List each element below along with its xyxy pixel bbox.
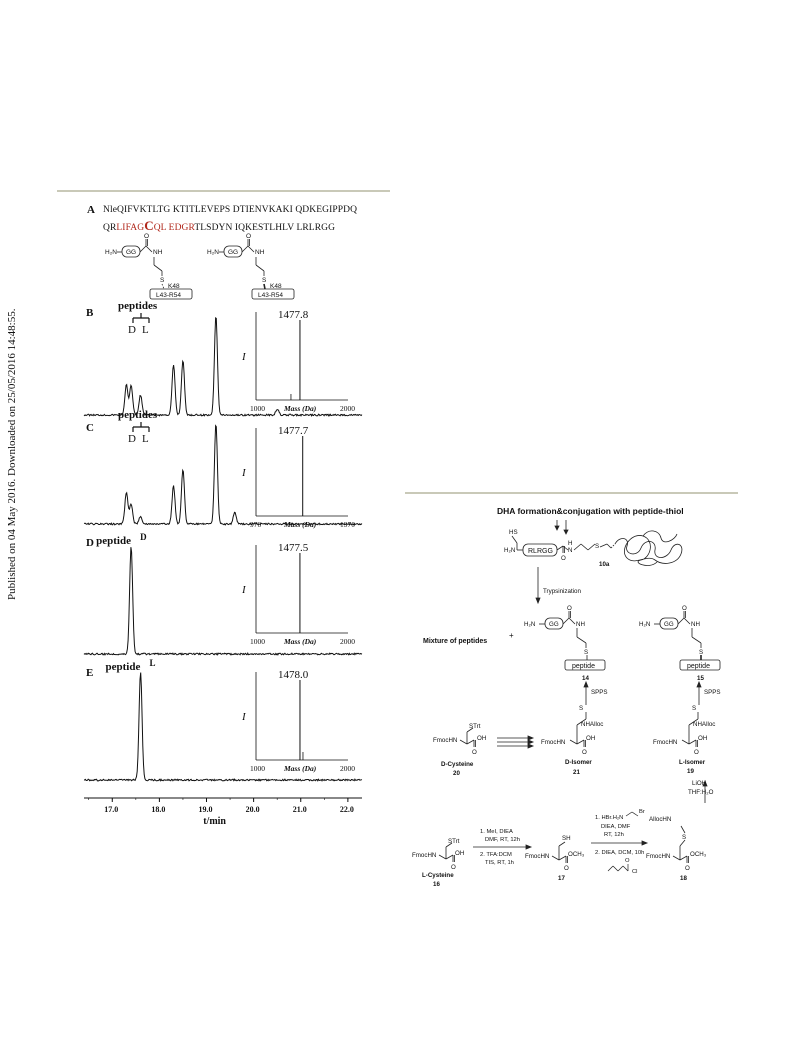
sequence-line-1: NleQIFVKTLTG KTITLEVEPS DTIENVKAKI QDKEGIPPDQ	[103, 205, 358, 215]
peak-bracket-b	[133, 313, 149, 323]
sch-sh-17: SH	[562, 835, 571, 842]
sch-o-14: O	[567, 605, 572, 612]
sch-s-21: S	[579, 705, 584, 712]
arrow-17-18	[591, 841, 647, 845]
sch-step4: 2. DIEA, DCM, 10h	[595, 850, 645, 856]
panel-letter-a: A	[87, 204, 95, 216]
seq2-rest: TLSDYN IQKESTLHLV LRLRGG	[194, 223, 336, 233]
sch-o-10a: O	[561, 555, 566, 562]
x-tick-label-4: 21.0	[292, 805, 307, 814]
sch-s-14: S	[584, 649, 589, 656]
sch-lcys: L-Cysteine	[422, 872, 454, 879]
chromatogram-trace-c	[84, 426, 362, 525]
sch-15: 15	[697, 675, 704, 682]
sch-step2b: TIS, RT, 1h	[485, 860, 514, 866]
sch-nhalloc-21: NHAlloc	[581, 721, 604, 728]
sch-trypsinization: Trypsinization	[543, 588, 581, 595]
x-tick-label-3: 20.0	[245, 805, 260, 814]
inset-ylabel-d: I	[242, 584, 246, 596]
x-tick-label-2: 19.0	[198, 805, 213, 814]
sch-strt: STrt	[469, 723, 481, 730]
sch-nhalloc-19: NHAlloc	[693, 721, 716, 728]
structure-18	[673, 826, 689, 863]
seq2-cys: C	[144, 218, 154, 233]
inset-ylabel-b: I	[242, 351, 246, 363]
sch-peptide-15: peptide	[687, 663, 710, 670]
sch-o-20: O	[472, 749, 477, 756]
s2-o: O	[246, 233, 252, 240]
s1-h2n: H₂N	[105, 249, 117, 256]
sch-gg-14: GG	[549, 621, 559, 628]
sch-liso: L-Isomer	[679, 759, 706, 766]
structure-left	[105, 233, 192, 299]
sch-16: 16	[433, 881, 440, 888]
structure-19	[682, 712, 698, 747]
structure-16	[439, 843, 455, 862]
sch-dcys: D-Cysteine	[441, 761, 474, 768]
chromatogram-trace-e	[84, 673, 362, 781]
structure-14	[539, 611, 605, 670]
inset-ylabel-e: I	[242, 711, 246, 723]
sch-step3a: 1. HBr.H₂N	[595, 815, 624, 821]
sch-s-15: S	[699, 649, 704, 656]
structure-17	[552, 842, 568, 863]
sch-18: 18	[680, 875, 687, 882]
top-rule-right	[405, 492, 738, 494]
s1-gg: GG	[126, 249, 137, 256]
x-tick-label-5: 22.0	[339, 805, 354, 814]
sch-s-19: S	[692, 705, 697, 712]
panel-letter-e: E	[86, 667, 94, 679]
peak-label-e: peptide	[105, 661, 141, 673]
sch-step1a: 1. MeI, DIEA	[480, 829, 513, 835]
sch-diso: D-Isomer	[565, 759, 592, 766]
arrow-spps-15	[697, 682, 701, 705]
seq2-prefix: QR	[103, 223, 117, 233]
sch-fmochn-19: FmocHN	[653, 739, 678, 746]
sch-n: N	[568, 547, 573, 554]
sch-o-15: O	[682, 605, 687, 612]
s2-k48: K48	[270, 283, 282, 290]
sch-o-allocCl: O	[625, 858, 630, 864]
inset-xmax-c: 1970	[340, 520, 355, 529]
sch-rlrgg: RLRGG	[528, 548, 553, 555]
peak-bracket-c	[133, 422, 149, 432]
structure-21	[570, 712, 586, 747]
sch-s-18: S	[682, 834, 687, 841]
sch-gg-15: GG	[664, 621, 674, 628]
panel-a-structures	[100, 232, 360, 302]
arrow-trypsin	[536, 567, 540, 603]
sch-h2n-10a: H₂N	[504, 547, 516, 554]
sch-19: 19	[687, 768, 694, 775]
inset-xlabel-e: Mass (Da)	[284, 764, 317, 773]
peak-l-c: L	[142, 433, 149, 445]
sch-spps-15: SPPS	[704, 689, 721, 696]
sch-thf: THF:H₂O	[688, 789, 714, 796]
s1-box: L43-R54	[156, 292, 181, 299]
inset-xlabel-d: Mass (Da)	[284, 637, 317, 646]
peak-l-b: L	[142, 324, 149, 336]
sch-oh-19: OH	[698, 735, 708, 742]
s1-k48: K48	[168, 283, 180, 290]
sch-o-19: O	[694, 749, 699, 756]
arrow-spps-14	[584, 682, 588, 705]
chromatogram-figure	[0, 300, 400, 830]
peak-label-d: peptide	[96, 535, 131, 547]
sch-allochn: AllocHN	[649, 816, 672, 823]
inset-mass-c: 1477.7	[278, 425, 309, 437]
scheme-title: DHA formation&conjugation with peptide-thiol	[497, 506, 684, 516]
seq2-red1: LIFAG	[116, 223, 145, 233]
s2-gg: GG	[228, 249, 239, 256]
panel-letter-c: C	[86, 422, 94, 434]
inset-xlabel-b: Mass (Da)	[284, 404, 317, 413]
sch-step2a: 2. TFA:DCM	[480, 852, 512, 858]
download-note-text: Published on 04 May 2016. Downloaded on 25/05/2016 14:48:55.	[6, 308, 18, 600]
sch-14: 14	[582, 675, 589, 682]
x-axis-label: t/min	[203, 816, 227, 827]
inset-xmin-d: 1000	[250, 637, 265, 646]
panel-letter-d: D	[86, 537, 94, 549]
s1-nh: NH	[153, 249, 163, 256]
s2-h2n: H₂N	[207, 249, 219, 256]
s2-nh: NH	[255, 249, 265, 256]
inset-mass-e: 1478.0	[278, 669, 309, 681]
arrow-multistep	[497, 736, 533, 748]
sch-och3-17: OCH₃	[568, 851, 585, 858]
x-tick-label-1: 18.0	[151, 805, 166, 814]
sch-mixture: Mixture of peptides	[423, 638, 488, 645]
x-tick-label-0: 17.0	[104, 805, 119, 814]
s2-s: S	[262, 277, 267, 284]
inset-mass-d: 1477.5	[278, 542, 309, 554]
peak-d-c: D	[128, 433, 136, 445]
sch-fmochn-18: FmocHN	[646, 853, 671, 860]
s1-s: S	[160, 277, 165, 284]
sch-nh-15: NH	[691, 621, 700, 628]
sch-20: 20	[453, 770, 460, 777]
sch-h: H	[568, 540, 573, 547]
sch-hs: HS	[509, 529, 518, 536]
sch-h2n-15: H₂N	[639, 621, 651, 628]
sch-o-21: O	[582, 749, 587, 756]
inset-xmin-e: 1000	[250, 764, 265, 773]
sch-21: 21	[573, 769, 580, 776]
structure-20	[460, 728, 476, 747]
sch-lioh: LiOH	[692, 780, 707, 787]
s2-box: L43-R54	[258, 292, 283, 299]
sch-och3-18: OCH₃	[690, 851, 707, 858]
sch-fmochn-16: FmocHN	[412, 852, 437, 859]
inset-xlabel-c: Mass (Da)	[284, 520, 317, 529]
seq2-red2: QL EDGR	[153, 223, 195, 233]
chromatogram-trace-d	[84, 547, 362, 655]
arrow-16-17	[473, 845, 531, 849]
sch-step3b: DIEA, DMF	[601, 824, 631, 830]
panel-letter-b: B	[86, 307, 94, 319]
structure-15	[654, 611, 720, 670]
sch-fmochn-21: FmocHN	[541, 739, 566, 746]
inset-ylabel-c: I	[242, 467, 246, 479]
inset-mass-b: 1477.8	[278, 309, 309, 321]
sch-17: 17	[558, 875, 565, 882]
sch-fmochn-20: FmocHN	[433, 737, 458, 744]
sch-strt-16: STrt	[448, 838, 460, 845]
sch-nh-14: NH	[576, 621, 585, 628]
sch-o-18: O	[685, 865, 690, 872]
left-figure	[0, 0, 400, 830]
inset-xmax-e: 2000	[340, 764, 355, 773]
sch-h2n-14: H₂N	[524, 621, 536, 628]
s1-o: O	[144, 233, 150, 240]
sch-spps-14: SPPS	[591, 689, 608, 696]
sch-10a: 10a	[599, 561, 610, 568]
inset-xmax-b: 2000	[340, 404, 355, 413]
sch-oh-21: OH	[586, 735, 596, 742]
inset-xmin-c: 970	[250, 520, 262, 529]
sch-br: Br	[639, 809, 645, 815]
peak-d-b: D	[128, 324, 136, 336]
sch-peptide-14: peptide	[572, 663, 595, 670]
inset-xmax-d: 2000	[340, 637, 355, 646]
inset-xmin-b: 1000	[250, 404, 265, 413]
sch-fmochn-17: FmocHN	[525, 853, 550, 860]
sch-o-17: O	[564, 865, 569, 872]
peak-sup-d: D	[140, 532, 147, 542]
sch-oh-16: OH	[455, 850, 465, 857]
peak-sup-e: L	[149, 658, 156, 668]
sch-cl: Cl	[632, 869, 638, 875]
sch-o-16: O	[451, 864, 456, 871]
sch-step3c: RT, 12h	[604, 832, 624, 838]
structure-right	[207, 233, 294, 299]
sch-s-10a: S	[595, 543, 600, 550]
synthesis-scheme	[405, 500, 765, 890]
sch-step1b: DMF, RT, 12h	[485, 837, 521, 843]
sch-plus: +	[509, 631, 514, 640]
peak-label-c: peptides	[118, 409, 158, 421]
sch-oh-20: OH	[477, 735, 487, 742]
chromatogram-trace-b	[84, 318, 362, 416]
peak-label-b: peptides	[118, 300, 158, 312]
